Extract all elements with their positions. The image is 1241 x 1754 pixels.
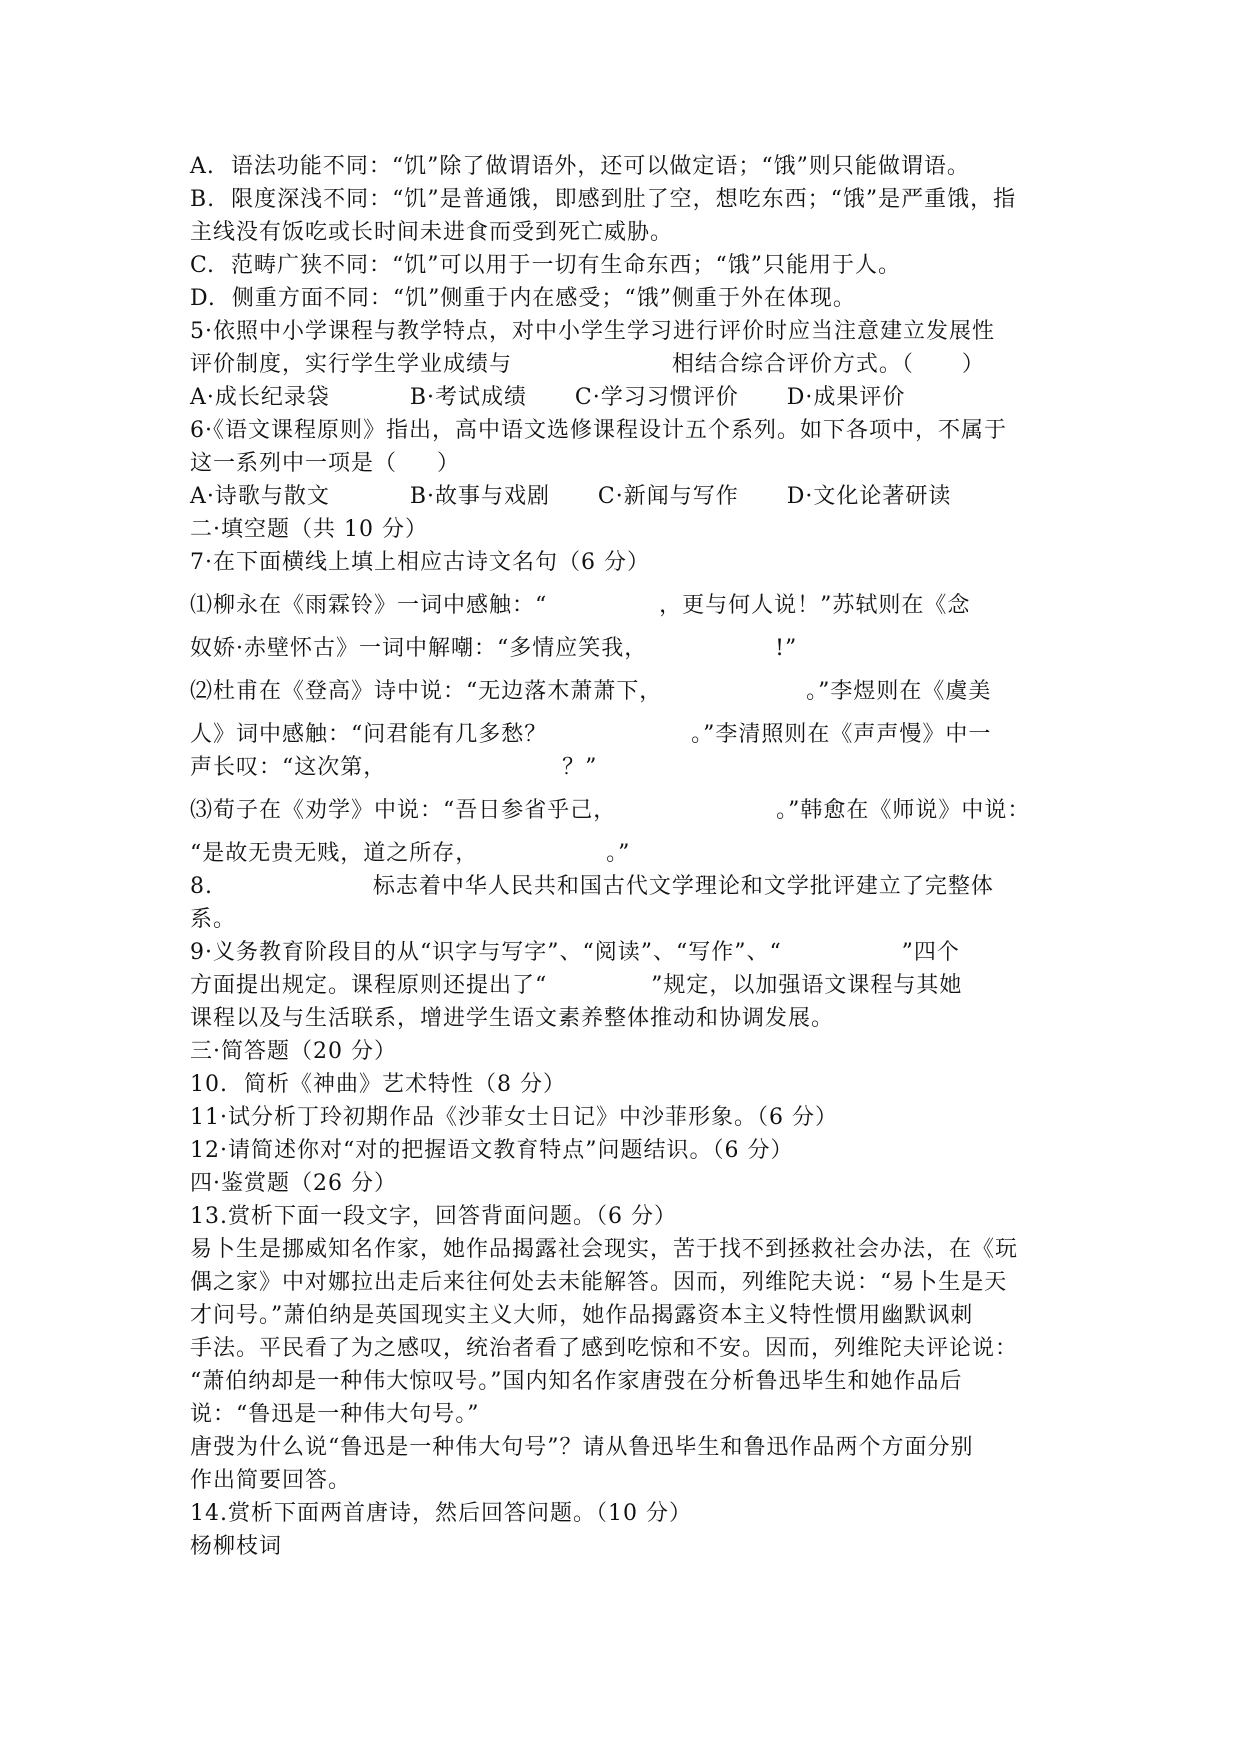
text-line: 这一系列中一项是（ ） [190,451,460,476]
text-line: 奴娇·赤壁怀古》一词中解嘲：“多情应笑我， !” [190,636,798,661]
text-line: 偶之家》中对娜拉出走后来往何处去未能解答。因而，列维陀夫说：“易卜生是天 [190,1270,1008,1295]
text-line: 声长叹：“这次第， ？” [190,755,598,780]
text-line: 四·鉴赏题（26 分） [190,1171,397,1196]
text-line: ⑵杜甫在《登高》诗中说：“无边落木萧萧下， 。”李煜则在《虞美 [190,679,992,704]
exam-text [190,150,1060,1563]
text-line: 7·在下面横线上填上相应古诗文名句（6 分） [190,550,650,575]
text-line: 易卜生是挪威知名作家，她作品揭露社会现实，苦于找不到拯救社会办法，在《玩 [190,1237,1019,1262]
text-line: 5·依照中小学课程与教学特点，对中小学生学习进行评价时应当注意建立发展性 [190,319,995,344]
text-line: A·成长纪录袋 B·考试成绩 C·学习习惯评价 D·成果评价 [190,385,906,410]
text-line: 6·《语文课程原则》指出，高中语文选修课程设计五个系列。如下各项中，不属于 [190,418,1007,443]
text-line: 评价制度，实行学生学业成绩与 相结合综合评价方式。（ ） [190,352,985,377]
text-line: 手法。平民看了为之感叹，统治者看了感到吃惊和不安。因而，列维陀夫评论说： [190,1336,1019,1361]
text-line: 才问号。”萧伯纳是英国现实主义大师，她作品揭露资本主义特性惯用幽默讽刺 [190,1303,974,1328]
text-line: D. 侧重方面不同：“饥”侧重于内在感受；“饿”侧重于外在体现。 [190,286,856,311]
text-line: C. 范畴广狭不同：“饥”可以用于一切有生命东西；“饿”只能用于人。 [190,253,902,278]
text-line: 二·填空题（共 10 分） [190,517,428,542]
text-line: 系。 [190,907,237,932]
text-line: 11·试分析丁玲初期作品《沙菲女士日记》中沙菲形象。（6 分） [190,1105,838,1130]
text-line: 杨柳枝词 [190,1534,283,1559]
text-line: B. 限度深浅不同：“饥”是普通饿，即感到肚了空，想吃东西；“饿”是严重饿，指 [190,187,1017,212]
text-line: A. 语法功能不同：“饥”除了做谓语外，还可以做定语；“饿”则只能做谓语。 [190,154,970,179]
text-line: 作出简要回答。 [190,1468,352,1493]
text-line: 人》词中感触：“问君能有几多愁？ 。”李清照则在《声声慢》中一 [190,722,992,747]
text-line: 方面提出规定。课程原则还提出了“ ”规定，以加强语文课程与其她 [190,973,963,998]
text-line: 主线没有饭吃或长时间未进食而受到死亡威胁。 [190,220,674,245]
text-line: 三·简答题（20 分） [190,1039,397,1064]
text-line: 说：“鲁迅是一种伟大句号。” [190,1402,480,1427]
text-line: “萧伯纳却是一种伟大惊叹号。”国内知名作家唐弢在分析鲁迅毕生和她作品后 [190,1369,963,1394]
text-line: 唐弢为什么说“鲁迅是一种伟大句号”？请从鲁迅毕生和鲁迅作品两个方面分别 [190,1435,974,1460]
text-line: 9·义务教育阶段目的从“识字与写字”、“阅读”、“写作”、“ ”四个 [190,940,960,965]
text-line: 12·请简述你对“对的把握语文教育特点”问题结识。（6 分） [190,1138,794,1163]
text-line: A·诗歌与散文 B·故事与戏剧 C·新闻与写作 D·文化论著研读 [190,484,952,509]
text-line: “是故无贵无贱，道之所存， 。” [190,841,631,866]
text-line: ⑴柳永在《雨霖铃》一词中感触：“ ，更与何人说！”苏轼则在《念 [190,593,971,618]
text-line: 课程以及与生活联系，增进学生语文素养整体推动和协调发展。 [190,1006,835,1031]
text-line: 10. 简析《神曲》艺术特性（8 分） [190,1072,566,1097]
text-line: 8. 标志着中华人民共和国古代文学理论和文学批评建立了完整体 [190,874,994,899]
text-line: ⑶荀子在《劝学》中说：“吾日参省乎己， 。”韩愈在《师说》中说： [190,798,1031,823]
text-line: 13.赏析下面一段文字，回答背面问题。（6 分） [190,1204,677,1229]
text-line: 14.赏析下面两首唐诗，然后回答问题。（10 分） [190,1501,692,1526]
